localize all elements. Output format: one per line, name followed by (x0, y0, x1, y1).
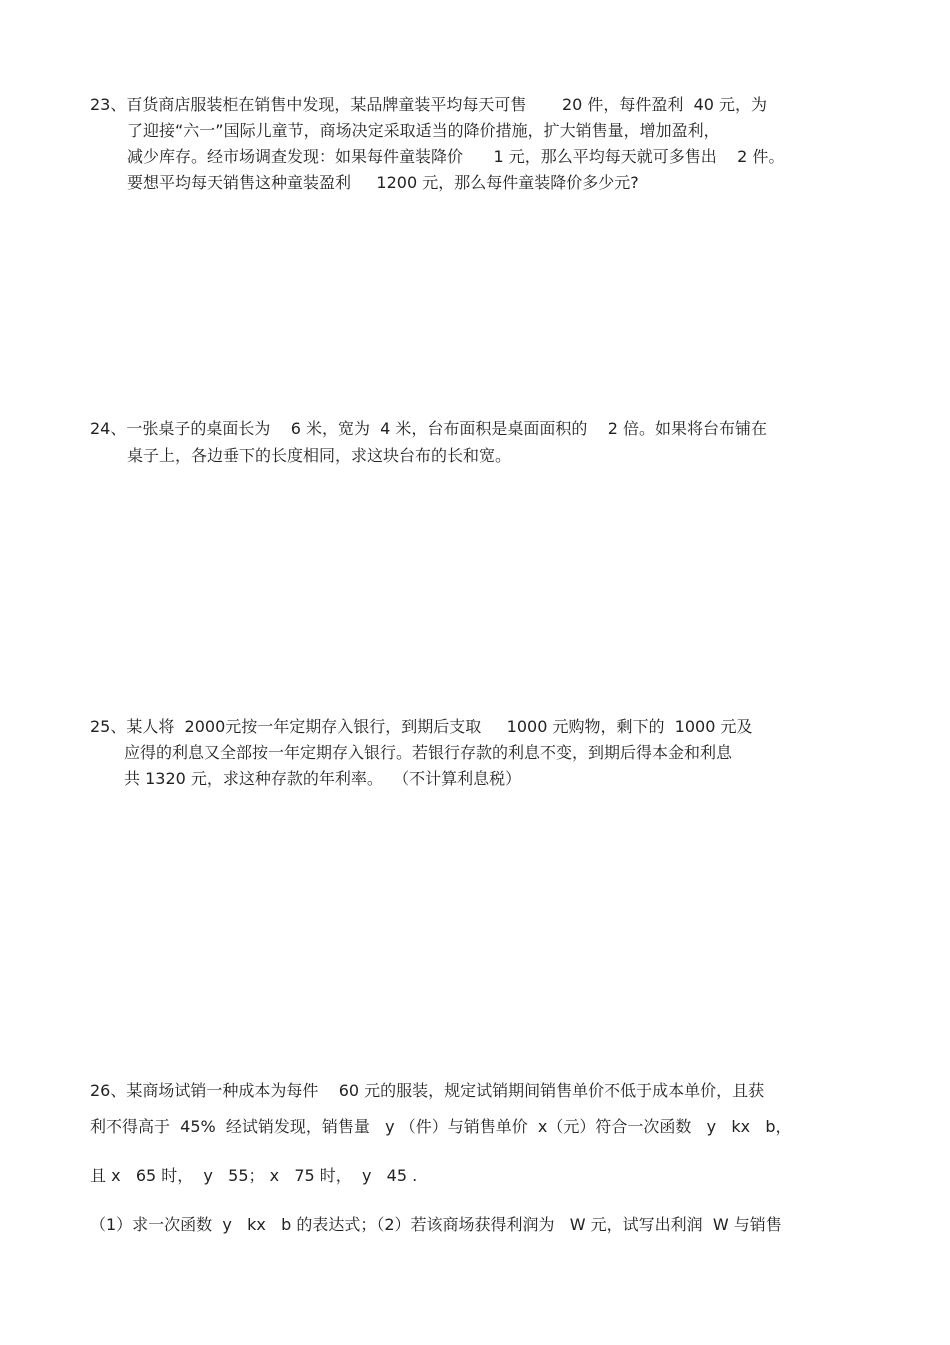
problem-25-line-2: 应得的利息又全部按一年定期存入银行。若银行存款的利息不变，到期后得本金和利息 (124, 743, 733, 762)
problem-23-line-4: 要想平均每天销售这种童装盈利 1200 元，那么每件童装降价多少元? (127, 173, 639, 192)
problem-23-line-2: 了迎接“六一”国际儿童节，商场决定采取适当的降价措施，扩大销售量，增加盈利， (127, 121, 720, 140)
problem-24-line-1: 24、一张桌子的桌面长为 6 米，宽为 4 米，台布面积是桌面面积的 2 倍。如果将台布铺在 (90, 419, 768, 438)
problem-26-line-4: （1）求一次函数 y kx b 的表达式；（2）若该商场获得利润为 W 元，试写出利润 W 与销售 (90, 1215, 782, 1234)
problem-26-line-3: 且 x 65 时， y 55； x 75 时， y 45 . (90, 1166, 418, 1185)
problem-26-line-2: 利不得高于 45% 经试销发现，销售量 y （件）与销售单价 x（元）符合一次函数 y kx b， (90, 1117, 792, 1136)
problem-23-line-1: 23、百货商店服装柜在销售中发现，某品牌童装平均每天可售 20 件，每件盈利 40 元，为 (90, 95, 768, 114)
problem-23-line-3: 减少库存。经市场调查发现：如果每件童装降价 1 元，那么平均每天就可多售出 2 件。 (127, 147, 785, 166)
problem-26-line-1: 26、某商场试销一种成本为每件 60 元的服装，规定试销期间销售单价不低于成本单价，且获 (90, 1081, 765, 1100)
problem-25-line-3: 共 1320 元，求这种存款的年利率。 （不计算利息税） (124, 769, 522, 788)
problem-24-line-2: 桌子上，各边垂下的长度相同，求这块台布的长和宽。 (127, 446, 512, 465)
problem-25-line-1: 25、某人将 2000元按一年定期存入银行，到期后支取 1000 元购物，剩下的 1000 元及 (90, 717, 753, 736)
